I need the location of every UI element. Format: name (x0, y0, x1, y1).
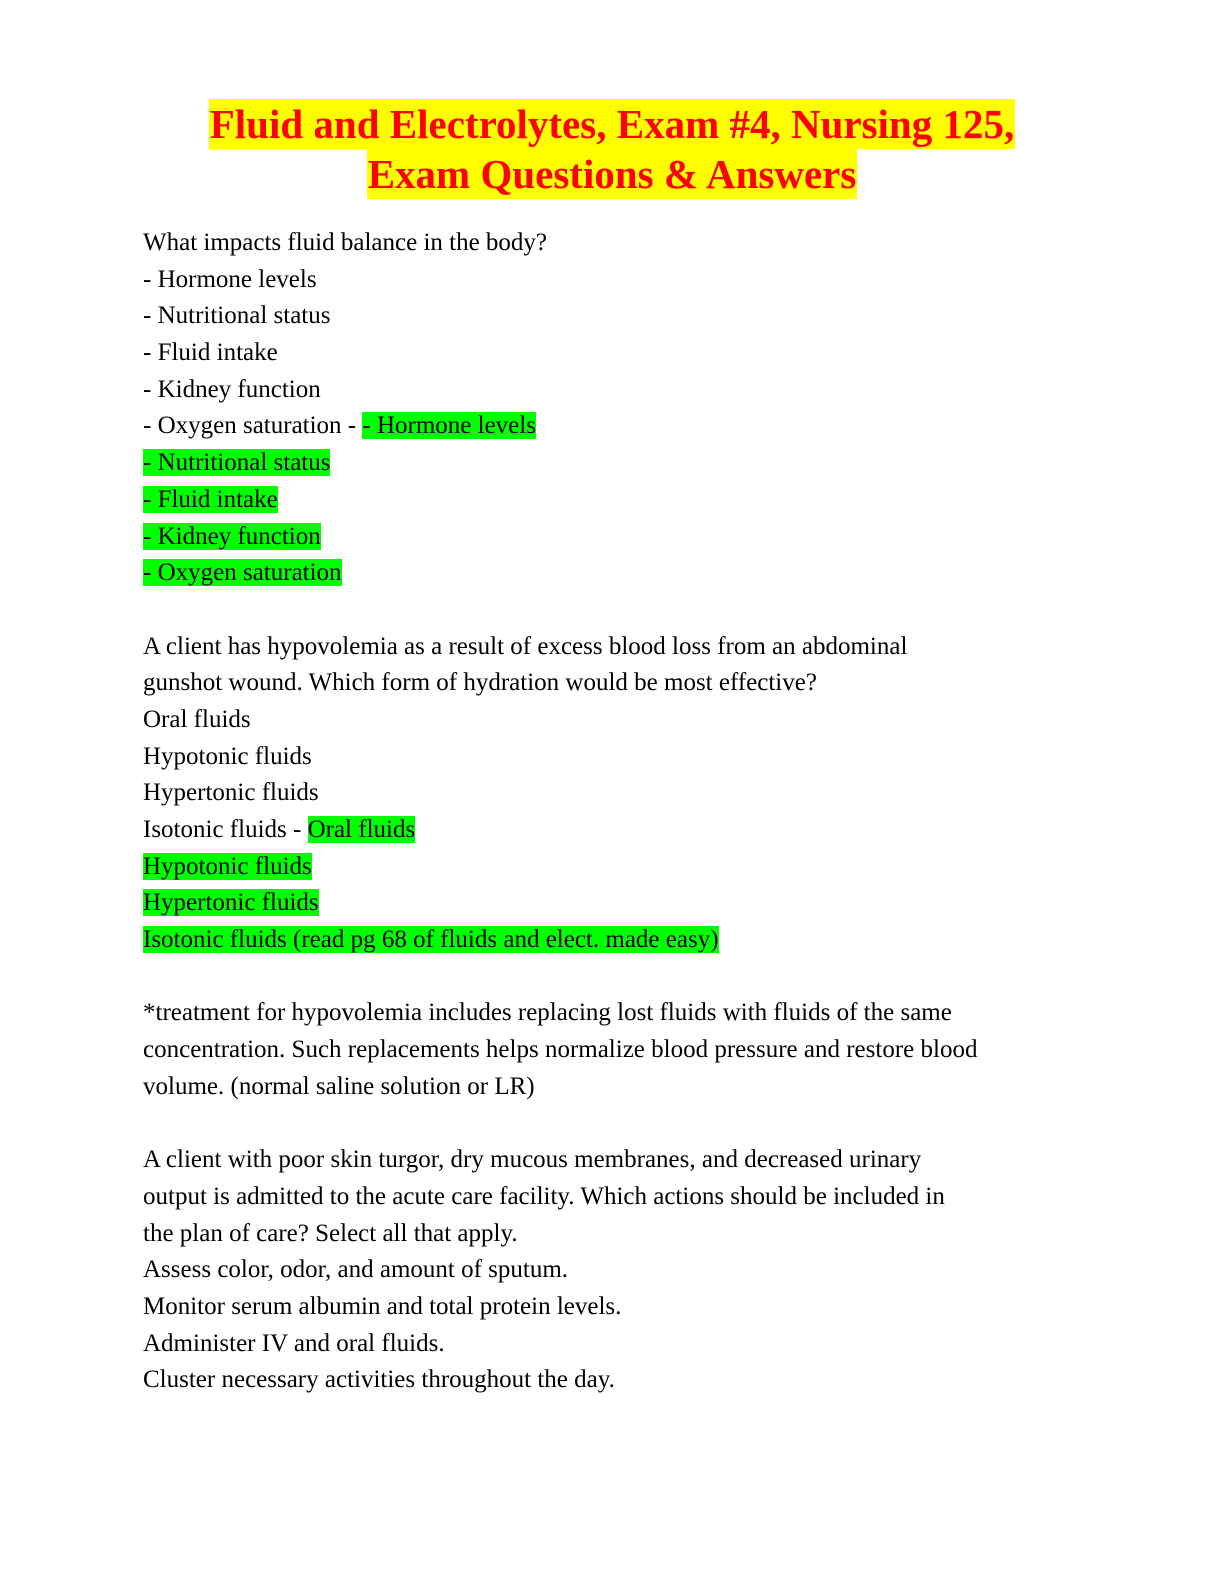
question-2-answer: Hypertonic fluids (143, 889, 319, 917)
question-1-answer-row (143, 519, 1083, 556)
question-1-answer: - Kidney function (143, 522, 321, 550)
question-1-option: - Hormone levels (143, 265, 317, 293)
question-2-answer: Isotonic fluids (read pg 68 of fluids and elect. made easy) (143, 926, 719, 954)
question-2-answer-row (143, 885, 1083, 922)
question-3-option: Assess color, odor, and amount of sputum. (143, 1256, 569, 1284)
question-2-text: gunshot wound. Which form of hydration would be most effective? (143, 669, 817, 697)
question-2-answer: Hypotonic fluids (143, 852, 312, 880)
question-2-answer: Oral fluids (307, 816, 416, 843)
title-line-1: Fluid and Electrolytes, Exam #4, Nursing 125, (209, 101, 1015, 147)
question-2-last-option-row (143, 812, 1083, 849)
question-1-answer: - Nutritional status (143, 449, 331, 477)
question-3-text: the plan of care? Select all that apply. (143, 1219, 518, 1247)
question-3-option: Cluster necessary activities throughout the day. (143, 1366, 615, 1394)
question-2-option: Hypotonic fluids (143, 742, 312, 770)
note-line: concentration. Such replacements helps normalize blood pressure and restore blood (143, 1036, 978, 1064)
question-2-text: A client has hypovolemia as a result of excess blood loss from an abdominal (143, 632, 908, 660)
question-2-answer-row (143, 922, 1083, 959)
question-1-option: - Nutritional status (143, 302, 331, 330)
question-3-option: Administer IV and oral fluids. (143, 1329, 445, 1357)
question-1 (143, 225, 1083, 592)
paragraph-gap (143, 1106, 1083, 1143)
paragraph-gap (143, 592, 1083, 629)
question-2-answer-row (143, 849, 1083, 886)
note-line: *treatment for hypovolemia includes replacing lost fluids with fluids of the same (143, 999, 952, 1027)
question-1-answer-row (143, 445, 1083, 482)
question-1-answer: - Oxygen saturation (143, 559, 342, 587)
document-body (143, 225, 1083, 1399)
question-1-answer: - Hormone levels (362, 412, 536, 440)
question-1-answer-row (143, 555, 1083, 592)
note-line: volume. (normal saline solution or LR) (143, 1072, 535, 1100)
question-1-last-option-row (143, 408, 1083, 445)
question-2-option: Hypertonic fluids (143, 779, 319, 807)
question-2-option: Isotonic fluids - (143, 816, 308, 843)
question-1-option: - Oxygen saturation - (143, 412, 363, 440)
question-1-option: - Kidney function (143, 375, 321, 403)
question-3-option: Monitor serum albumin and total protein levels. (143, 1292, 622, 1320)
title-line-2: Exam Questions & Answers (367, 151, 857, 197)
question-3-text: output is admitted to the acute care facility. Which actions should be included in (143, 1182, 945, 1210)
explanation-note (143, 995, 1083, 1105)
question-3 (143, 1142, 1083, 1399)
question-2-option: Oral fluids (143, 705, 251, 733)
document-title (0, 99, 1224, 199)
question-1-option: - Fluid intake (143, 339, 278, 367)
question-1-answer: - Fluid intake (143, 485, 278, 513)
paragraph-gap (143, 959, 1083, 996)
question-2 (143, 629, 1083, 959)
question-3-text: A client with poor skin turgor, dry mucous membranes, and decreased urinary (143, 1146, 922, 1174)
question-1-text: What impacts fluid balance in the body? (143, 229, 548, 256)
question-1-answer-row (143, 482, 1083, 519)
